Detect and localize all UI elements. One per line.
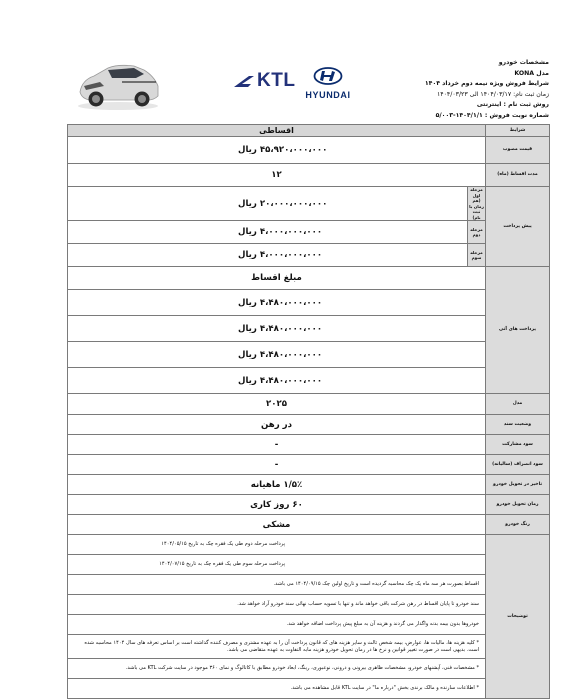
notes-row bbox=[68, 679, 550, 699]
note-item: خودروها بدون بیمه بدنه واگذار می گردند و هزینه آن به مبلغ پیش پرداخت اضافه خواهد شد. bbox=[68, 615, 486, 635]
info-model: مدل KONA bbox=[514, 69, 549, 77]
table-row bbox=[68, 221, 550, 244]
table-row bbox=[68, 267, 550, 290]
table-row bbox=[68, 475, 550, 495]
price-value: ۴۵،۹۲۰،۰۰۰،۰۰۰ ریال bbox=[68, 137, 486, 164]
notes-row bbox=[68, 575, 550, 595]
months-value: ۱۲ bbox=[68, 164, 486, 187]
table-row bbox=[68, 435, 550, 455]
prepay-sublabel: مرحله اول (هم زمان با ثبت نام) bbox=[469, 187, 484, 220]
table-row bbox=[68, 290, 550, 316]
installment-value: ۴،۴۸۰،۰۰۰،۰۰۰ ریال bbox=[68, 368, 486, 394]
table-row bbox=[68, 394, 550, 415]
model-value: ۲۰۲۵ bbox=[68, 394, 486, 415]
ktl-wordmark: KTL bbox=[257, 70, 296, 91]
note-item: پرداخت مرحله سوم طی یک فقره چک به تاریخ ۱۴۰۴/۰۷/۱۵ bbox=[68, 555, 486, 575]
table-row bbox=[68, 244, 550, 267]
participation-label: سود مشارکت bbox=[486, 435, 550, 455]
prepay-label: پیش پرداخت bbox=[486, 187, 550, 267]
table-row bbox=[68, 342, 550, 368]
table-row bbox=[68, 316, 550, 342]
notes-row bbox=[68, 595, 550, 615]
table-row bbox=[68, 495, 550, 515]
stage3-value: ۴،۰۰۰،۰۰۰،۰۰۰ ریال bbox=[68, 244, 468, 267]
participation-value: - bbox=[68, 435, 486, 455]
hyundai-emblem-icon bbox=[313, 67, 343, 85]
price-label: قیمت مصوب bbox=[486, 137, 550, 164]
hyundai-logo bbox=[302, 67, 354, 99]
compensation-label: سود انصراف (سالیانه) bbox=[486, 455, 550, 475]
notes-label: توضیحات bbox=[486, 535, 550, 699]
installments-label: پرداخت های آتی bbox=[486, 267, 550, 394]
notes-row bbox=[68, 615, 550, 635]
note-item: * اطلاعات سازنده و مالک برندی بخش "درباره ما" در سایت KTL قابل مشاهده می باشد. bbox=[68, 679, 486, 699]
note-item: * کلیه هزینه ها، مالیات ها، عوارض، بیمه شخص ثالث و سایر هزینه های که قانون پرداخت آن را به عهده مشتری و مصرف کننده گذاشته است بر اساس تعرفه های سال ۱۴۰۴ محاسبه شده است. بدیهی است در صورت تغییر قوانین و نرخ ها در زمان تحویل خودرو هزینه مابه التفاوت به عهده متقاضی می باشد. bbox=[68, 635, 486, 659]
installment-value: ۴،۴۸۰،۰۰۰،۰۰۰ ریال bbox=[68, 290, 486, 316]
notes-row bbox=[68, 535, 550, 555]
hyundai-wordmark: HYUNDAI bbox=[305, 90, 351, 100]
stage3-label: مرحله سوم bbox=[468, 244, 486, 267]
car-image bbox=[74, 56, 162, 112]
header-value: اقساطی bbox=[68, 125, 486, 137]
installments-heading: مبلغ اقساط bbox=[68, 267, 486, 290]
compensation-value: - bbox=[68, 455, 486, 475]
color-value: مشکی bbox=[68, 515, 486, 535]
months-label: مدت اقساط (ماه) bbox=[486, 164, 550, 187]
sales-conditions-table bbox=[67, 124, 550, 699]
color-label: رنگ خودرو bbox=[486, 515, 550, 535]
table-row bbox=[68, 187, 550, 221]
model-label: مدل bbox=[486, 394, 550, 415]
header-label: شرایط bbox=[486, 125, 550, 137]
header bbox=[0, 0, 587, 124]
table-row bbox=[68, 164, 550, 187]
table-row bbox=[68, 515, 550, 535]
ktl-mark-icon bbox=[233, 73, 255, 89]
prepay-value: ۲۰،۰۰۰،۰۰۰،۰۰۰ ریال bbox=[68, 187, 468, 221]
notes-row bbox=[68, 555, 550, 575]
ktl-logo bbox=[233, 71, 297, 93]
table-header-row bbox=[68, 125, 550, 137]
doc-status-label: وضعیت سند bbox=[486, 415, 550, 435]
note-item: پرداخت مرحله دوم طی یک فقره چک به تاریخ ۱۴۰۴/۰۵/۱۵ bbox=[68, 535, 486, 555]
stage2-label: مرحله دوم bbox=[468, 221, 486, 244]
info-timing: زمان ثبت نام: ۱۴۰۴/۰۳/۱۷ الی ۱۴۰۴/۰۳/۲۳ bbox=[436, 90, 549, 98]
table-row bbox=[68, 137, 550, 164]
note-item: اقساط بصورت هر سه ماه یک چک محاسبه گردیده است و تاریخ اولین چک ۱۴۰۴/۰۹/۱۵ می باشد. bbox=[68, 575, 486, 595]
table-row bbox=[68, 455, 550, 475]
table-row bbox=[68, 368, 550, 394]
doc-status-value: در رهن bbox=[68, 415, 486, 435]
delivery-value: ۶۰ روز کاری bbox=[68, 495, 486, 515]
info-conditions: شرایط فروش ویژه نیمه دوم خرداد ۱۴۰۴ bbox=[424, 80, 549, 88]
car-info bbox=[425, 58, 549, 122]
delay-label: تاخیر در تحویل خودرو bbox=[486, 475, 550, 495]
delay-value: ۱/۵٪ ماهیانه bbox=[68, 475, 486, 495]
stage2-value: ۴،۰۰۰،۰۰۰،۰۰۰ ریال bbox=[68, 221, 468, 244]
installment-value: ۴،۴۸۰،۰۰۰،۰۰۰ ریال bbox=[68, 342, 486, 368]
installment-value: ۴،۴۸۰،۰۰۰،۰۰۰ ریال bbox=[68, 316, 486, 342]
delivery-label: زمان تحویل خودرو bbox=[486, 495, 550, 515]
info-title: مشخصات خودرو bbox=[498, 59, 549, 66]
note-item: سند خودرو تا پایان اقساط در رهن شرکت باقی خواهد ماند و تنها با تسویه حساب نهائی سند خودرو آزاد خواهد شد. bbox=[68, 595, 486, 615]
info-method: روش ثبت نام : اینترنتی bbox=[476, 101, 549, 109]
notes-row bbox=[68, 659, 550, 679]
note-item: * مشخصات فنی، آپشنهای خودرو، مشخصات ظاهری بیرونی و درونی، نوعبوری، رینگ، ابعاد خودرو مطابق با کاتالوگ و نمای ۳۶۰ موجود در سایت شرکت KTL می باشد. bbox=[68, 659, 486, 679]
notes-row bbox=[68, 635, 550, 659]
info-sale-number: شماره نوبت فروش : ۱۴۰۴/۱/۱-۵/۰۰۳ bbox=[435, 111, 549, 119]
table-row bbox=[68, 415, 550, 435]
